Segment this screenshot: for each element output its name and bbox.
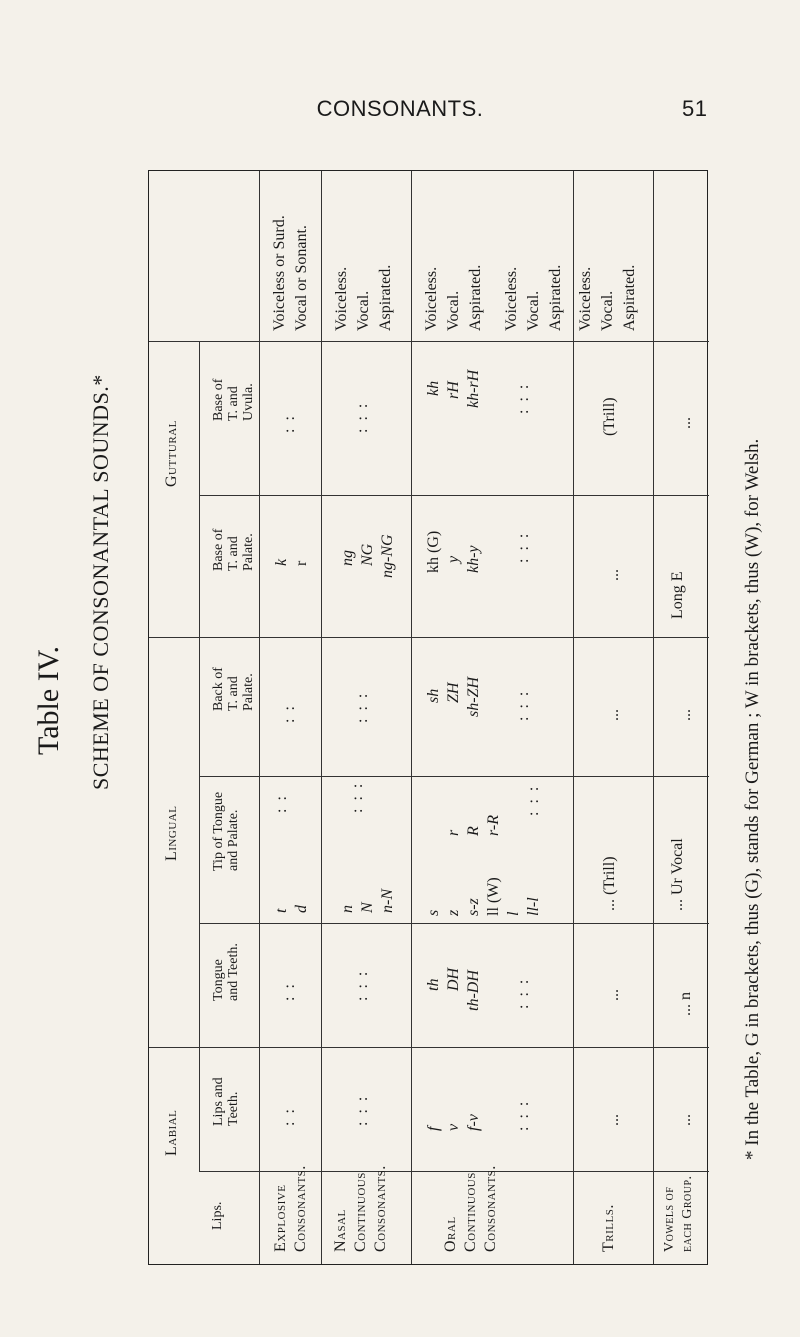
table-title: SCHEME OF CONSONANTAL SOUNDS.* bbox=[88, 374, 113, 790]
page-number: 51 bbox=[682, 96, 708, 121]
lips-row-overlay: Lips. bbox=[210, 1201, 225, 1230]
footnote: * In the Table, G in brackets, thus (G), stands for German ; W in brackets, thus (W), for Welsh. bbox=[742, 438, 763, 1160]
table-label: Table IV. bbox=[32, 646, 65, 755]
consonant-table: Voiceless or Surd. Vocal or Sonant. Voiceless. Vocal. Aspirated. Voiceless. Vocal. Aspirated. Voiceless. Vocal. Aspirated. Voiceless. Vocal. Aspirated. Guttural Lingual Labial Base of T. and Uvula. : : : : : kh rH kh-rH : : : (Trill) ... Base of T. and Palate. k r ng NG ng-NG kh (G) y kh-y : : : ... Long E Back of T. and Palate. : : : : : sh ZH sh-ZH : : : ... ... Tip of Tongue and Palate. t d : : n N n-N : : : s z s-z ll (W) l ll-l r R r-R : : : ... (Trill) ... Ur Vocal Tongue and Teeth. : : : : : th DH th-DH : : : ... ... n Lips and Teeth. : : : : : f v f-v : : : ... ... bbox=[148, 170, 708, 1265]
row-label-line: Uvula. bbox=[241, 383, 256, 421]
page-header-title: CONSONANTS. bbox=[316, 96, 484, 121]
column-headings: Explosive Consonants. Nasal Continuous Consonants. Oral Continuous Consonants. Trills. Vowels of each Group. bbox=[272, 1165, 695, 1252]
